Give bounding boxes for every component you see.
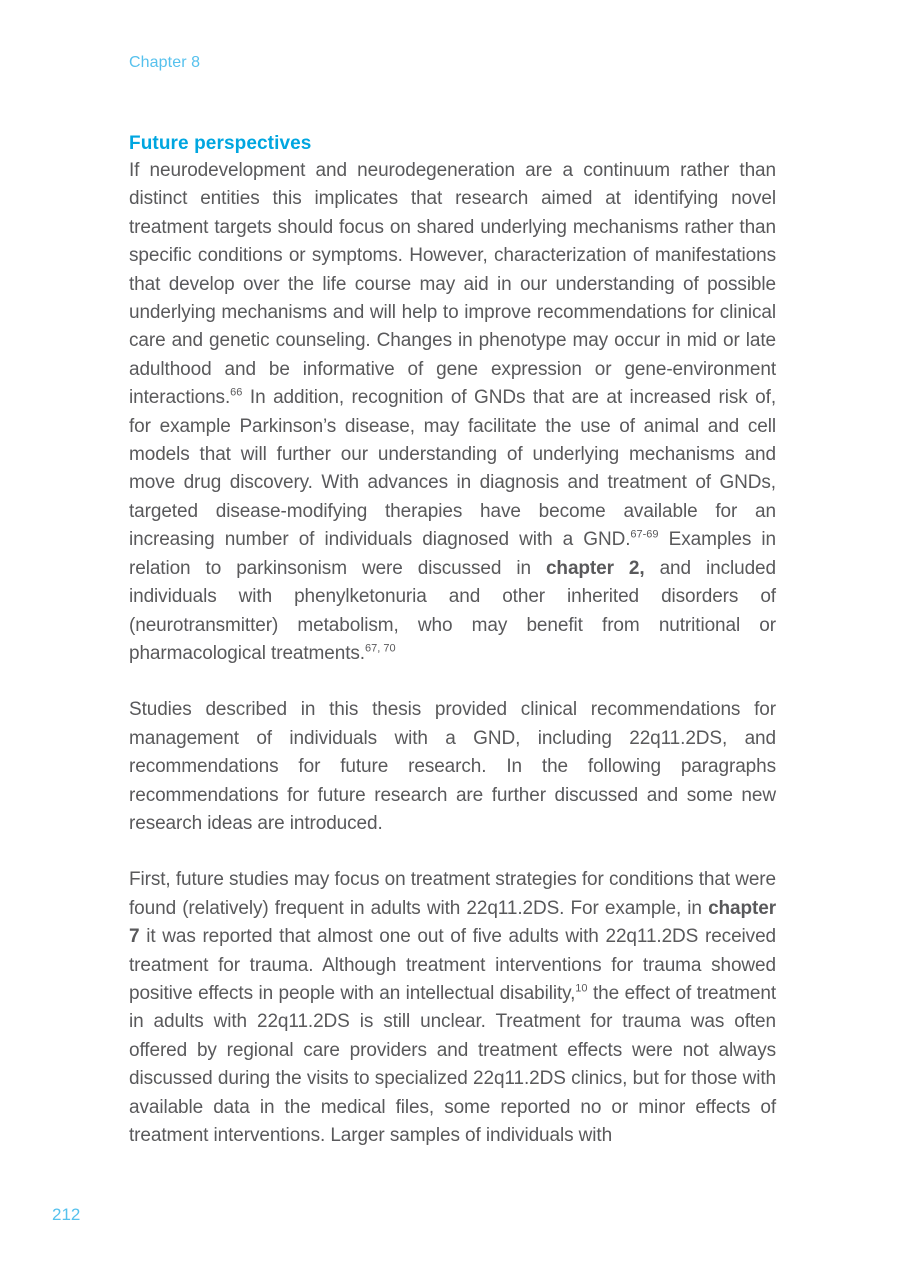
text-run: and included individuals with phenylketonuria and other inherited disorders of (neurotransmitter) metabolism, who may benefit from nutritional or pharmacological treatments. bbox=[129, 557, 776, 664]
text-run: First, future studies may focus on treatment strategies for conditions that were found (relatively) frequent in adults with 22q11.2DS. For example, in bbox=[129, 869, 776, 919]
paragraph bbox=[129, 157, 776, 668]
running-header: Chapter 8 bbox=[129, 54, 201, 71]
bold-chapter-reference: chapter 7 bbox=[129, 897, 776, 948]
reference-superscript: 67, 70 bbox=[364, 642, 396, 655]
text-run: In addition, recognition of GNDs that are at increased risk of, for example Parkinson’s disease, may facilitate the use of animal and cell models that will further our understanding of underlying mechanisms and move drug discovery. With advances in diagnosis and treatment of GNDs, targeted disease-modifying therapies have become available for an increasing number of individuals diagnosed with a GND. bbox=[129, 387, 776, 551]
text-run: it was reported that almost one out of five adults with 22q11.2DS received treatment for trauma. Although treatment interventions for trauma showed positive effects in people with an intellectual disability, bbox=[129, 926, 776, 1004]
page-number: 212 bbox=[52, 1205, 81, 1224]
text-run: If neurodevelopment and neurodegeneration are a continuum rather than distinct entities this implicates that research aimed at identifying novel treatment targets should focus on shared underlying mechanisms rather than specific conditions or symptoms. However, characterization of manifestations that develop over the life course may aid in our understanding of possible underlying mechanisms and will help to improve recommendations for clinical care and genetic counseling. Changes in phenotype may occur in mid or late adulthood and be informative of gene expression or gene-environment interactions. bbox=[129, 160, 776, 409]
page-content bbox=[129, 133, 776, 1150]
paragraph bbox=[129, 866, 776, 1150]
reference-superscript: 66 bbox=[230, 386, 243, 399]
body-text bbox=[129, 157, 776, 1150]
reference-superscript: 10 bbox=[575, 982, 588, 995]
paragraph bbox=[129, 696, 776, 838]
text-run: Examples in relation to parkinsonism were discussed in bbox=[129, 529, 776, 579]
text-run: the effect of treatment in adults with 22q11.2DS is still unclear. Treatment for trauma was often offered by regional care providers and treatment effects were not always discussed during the visits to specialized 22q11.2DS clinics, but for those with available data in the medical files, some reported no or minor effects of treatment interventions. Larger samples of individuals with bbox=[129, 982, 776, 1146]
section-heading: Future perspectives bbox=[129, 133, 312, 154]
text-run: Studies described in this thesis provided clinical recommendations for management of individuals with a GND, including 22q11.2DS, and recommendations for future research. In the following paragraphs recommendations for future research are further discussed and some new research ideas are introduced. bbox=[129, 699, 776, 834]
bold-chapter-reference: chapter 2, bbox=[545, 557, 645, 579]
reference-superscript: 67-69 bbox=[630, 528, 659, 541]
